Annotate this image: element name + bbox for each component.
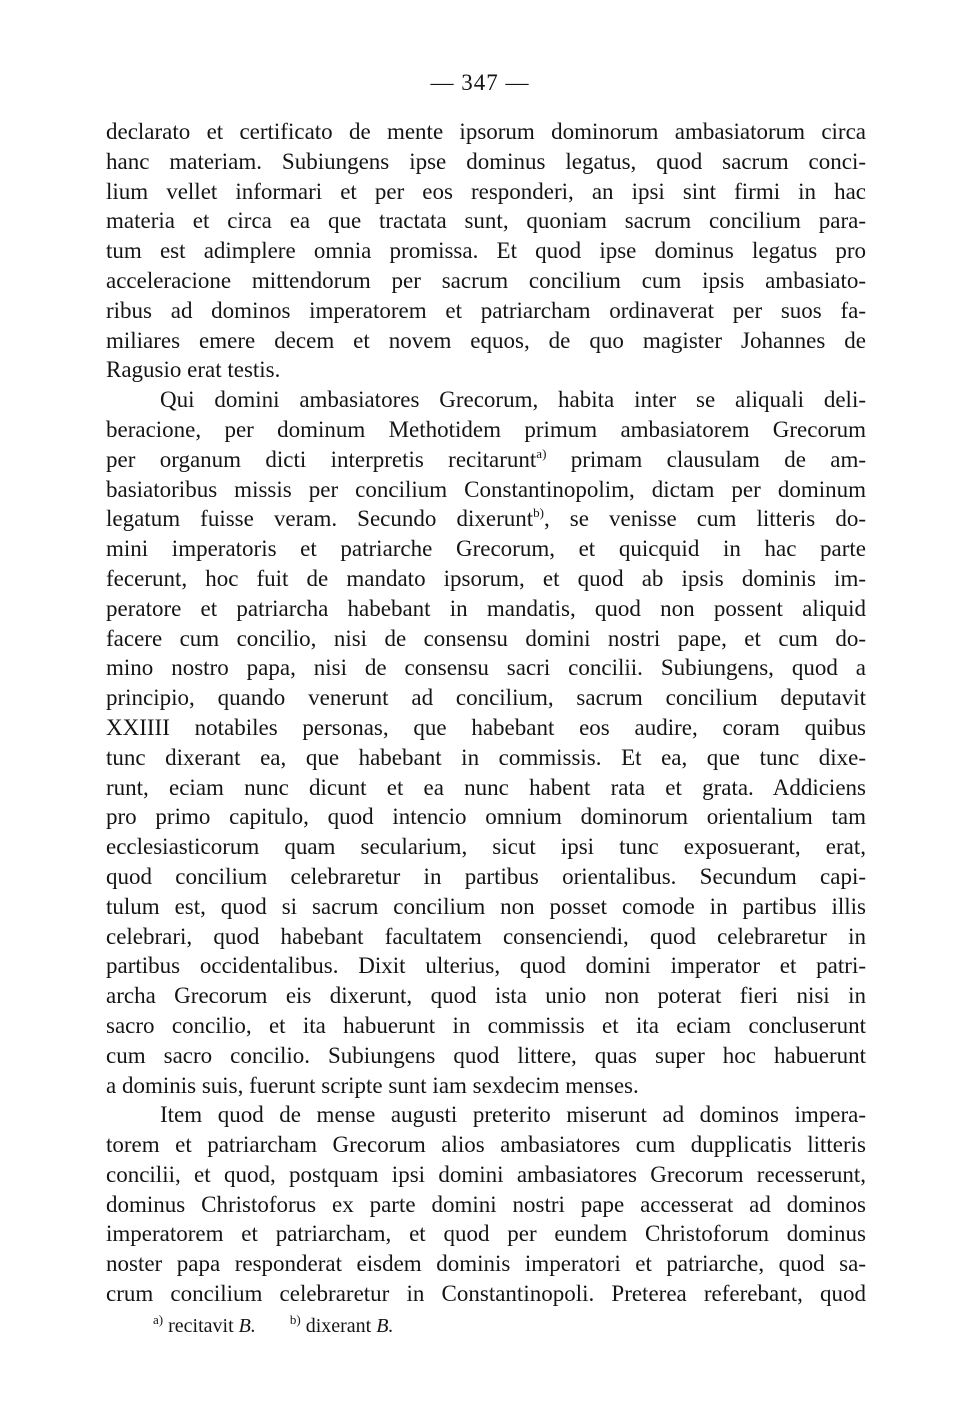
text-line: pro primo capitulo, quod intencio omnium dominorum orientalium tam: [106, 804, 866, 830]
text-line: per organum dicti interpretis recitarunt$^{a)}$ primam clausulam de am-: [106, 445, 866, 472]
text-line: XXIIII notabiles personas, que habebant eos audire, coram quibus: [106, 714, 866, 740]
text-line: mino nostro papa, nisi de consensu sacri concilii. Subiungens, quod a: [106, 655, 866, 681]
text-line: dominus Christoforus ex parte domini nostri pape accesserat ad dominos: [106, 1191, 866, 1217]
text-line: ecclesiasticorum quam secularium, sicut ipsi tunc exposuerant, erat,: [106, 834, 866, 860]
body-text: [106, 117, 866, 1309]
text-line: imperatorem et patriarcham, et quod per eundem Christoforum dominus: [106, 1221, 866, 1247]
text-line: archa Grecorum eis dixerunt, quod ista unio non poterat fieri nisi in: [106, 983, 866, 1009]
text-line: tulum est, quod si sacrum concilium non posset comode in partibus illis: [106, 893, 866, 919]
text-line: beracione, per dominum Methotidem primum ambasiatorem Grecorum: [106, 416, 866, 442]
text-line: fecerunt, hoc fuit de mandato ipsorum, et quod ab ipsis dominis im-: [106, 565, 866, 591]
footnote: [153, 1312, 256, 1338]
text-line: peratore et patriarcha habebant in mandatis, quod non possent aliquid: [106, 595, 866, 621]
text-line: noster papa responderat eisdem dominis imperatori et patriarche, quod sa-: [106, 1251, 866, 1277]
text-line: tum est adimplere omnia promissa. Et quod ipse dominus legatus pro: [106, 238, 866, 264]
footnote-mark: b): [289, 1312, 301, 1327]
text-line: mini imperatoris et patriarche Grecorum, et quicquid in hac parte: [106, 536, 866, 562]
text-line: runt, eciam nunc dicunt et ea nunc habent rata et grata. Addiciens: [106, 774, 866, 800]
text-line: torem et patriarcham Grecorum alios ambasiatores cum dupplicatis litteris: [106, 1132, 866, 1158]
text-line: hanc materiam. Subiungens ipse dominus legatus, quod sacrum conci-: [106, 148, 866, 174]
footnotes: [153, 1312, 853, 1338]
text-line: Qui domini ambasiatores Grecorum, habita inter se aliquali deli-: [160, 387, 866, 413]
footnote: [289, 1312, 394, 1338]
text-line: legatum fuisse veram. Secundo dixerunt$^{b)}$, se venisse cum litteris do-: [106, 505, 866, 532]
text-line: sacro concilio, et ita habuerunt in commissis et ita eciam concluserunt: [106, 1012, 866, 1038]
text-line: principio, quando venerunt ad concilium, sacrum concilium deputavit: [106, 685, 866, 711]
footnote-text: dixerant: [305, 1315, 372, 1337]
text-line: crum concilium celebraretur in Constantinopoli. Preterea referebant, quod: [106, 1281, 866, 1307]
footnote-reference: b): [533, 505, 544, 521]
text-line: quod concilium celebraretur in partibus orientalibus. Secundum capi-: [106, 863, 866, 889]
text-line: basiatoribus missis per concilium Constantinopolim, dictam per dominum: [106, 476, 866, 502]
text-line: miliares emere decem et novem equos, de quo magister Johannes de: [106, 327, 866, 353]
footnote-reference: a): [536, 445, 547, 461]
text-line: materia et circa ea que tractata sunt, quoniam sacrum concilium para-: [106, 208, 866, 234]
paragraph: [106, 1100, 866, 1309]
text-line: Item quod de mense augusti preterito miserunt ad dominos impera-: [160, 1102, 866, 1128]
footnote-source: B.: [376, 1315, 394, 1337]
text-line: tunc dixerant ea, que habebant in commissis. Et ea, que tunc dixe-: [106, 744, 866, 770]
text-line: cum sacro concilio. Subiungens quod littere, quas super hoc habuerunt: [106, 1042, 866, 1068]
text-line: acceleracione mittendorum per sacrum concilium cum ipsis ambasiato-: [106, 267, 866, 293]
page-number: — 347 —: [430, 70, 530, 95]
text-line: declarato et certificato de mente ipsorum dominorum ambasiatorum circa: [106, 119, 866, 144]
text-line: celebrari, quod habebant facultatem consenciendi, quod celebraretur in: [106, 923, 866, 949]
text-line: facere cum concilio, nisi de consensu domini nostri pape, et cum do-: [106, 625, 866, 651]
text-line: concilii, et quod, postquam ipsi domini ambasiatores Grecorum recesserunt,: [106, 1161, 866, 1187]
text-line: partibus occidentalibus. Dixit ulterius, quod domini imperator et patri-: [106, 953, 866, 979]
text-line: Ragusio erat testis.: [106, 357, 281, 383]
text-line: a dominis suis, fuerunt scripte sunt iam sexdecim menses.: [106, 1072, 639, 1098]
footnote-source: B.: [238, 1315, 256, 1337]
footnote-text: recitavit: [168, 1315, 234, 1337]
paragraph: [106, 385, 866, 1100]
text-line: ribus ad dominos imperatorem et patriarcham ordinaverat per suos fa-: [106, 297, 866, 323]
text-line: lium vellet informari et per eos responderi, an ipsi sint firmi in hac: [106, 178, 866, 204]
paragraph: [106, 117, 866, 385]
footnote-mark: a): [153, 1312, 164, 1327]
